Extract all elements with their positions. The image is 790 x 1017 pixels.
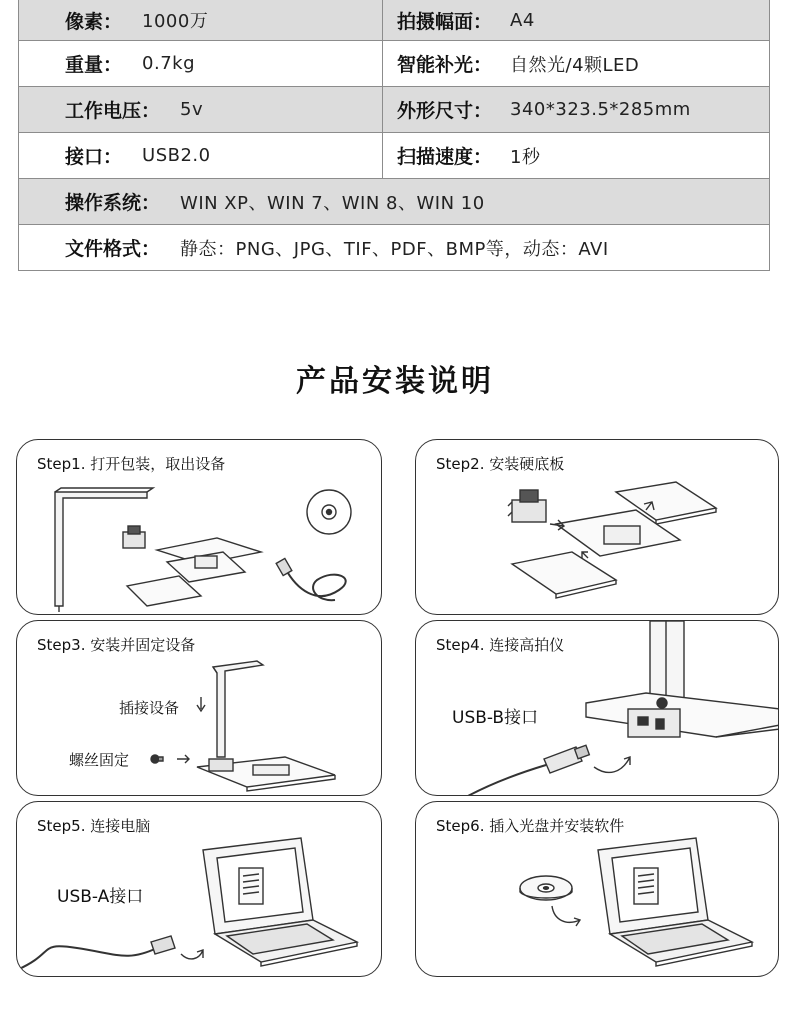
plug-in-callout: 插接设备 xyxy=(119,699,180,717)
screw-fix-callout: 螺丝固定 xyxy=(69,751,130,769)
step-6-title: Step6. 插入光盘并安装软件 xyxy=(436,817,625,835)
spec-row-formats xyxy=(19,224,769,270)
step-1-title: Step1. 打开包装，取出设备 xyxy=(37,455,226,473)
spec-row-os xyxy=(19,178,769,224)
step-6-card xyxy=(415,801,779,977)
spec-row-voltage xyxy=(19,86,769,132)
step-1-illustration xyxy=(17,440,382,615)
step-3-title: Step3. 安装并固定设备 xyxy=(37,636,196,654)
spec-label: 智能补光： xyxy=(397,54,493,76)
usb-b-callout: USB-B接口 xyxy=(452,708,539,728)
spec-label: 工作电压： xyxy=(65,100,161,122)
spec-label: 外形尺寸： xyxy=(397,100,493,122)
spec-value: 1秒 xyxy=(510,146,541,168)
spec-value: WIN XP、WIN 7、WIN 8、WIN 10 xyxy=(180,192,485,214)
step-1-card xyxy=(16,439,382,615)
spec-value: 静态：PNG、JPG、TIF、PDF、BMP等，动态：AVI xyxy=(180,238,609,260)
step-2-title: Step2. 安装硬底板 xyxy=(436,455,565,473)
spec-table xyxy=(18,0,770,271)
spec-label: 接口： xyxy=(65,146,123,168)
spec-label: 操作系统： xyxy=(65,192,161,214)
spec-value: 自然光/4颗LED xyxy=(510,54,640,76)
step-3-illustration xyxy=(17,621,382,796)
step-5-illustration xyxy=(17,802,382,977)
step-6-illustration xyxy=(416,802,779,977)
spec-label: 像素： xyxy=(65,10,123,33)
spec-label: 文件格式： xyxy=(65,238,161,260)
step-5-card xyxy=(16,801,382,977)
spec-label: 拍摄幅面： xyxy=(397,10,493,33)
usb-a-callout: USB-A接口 xyxy=(57,887,144,907)
spec-value: 340*323.5*285mm xyxy=(510,99,691,120)
step-4-illustration xyxy=(416,621,779,796)
spec-value: 1000万 xyxy=(142,11,209,32)
spec-label: 重量： xyxy=(65,54,123,76)
spec-row-pixels xyxy=(19,0,769,40)
step-5-title: Step5. 连接电脑 xyxy=(37,817,151,835)
step-2-illustration xyxy=(416,440,779,615)
step-4-card xyxy=(415,620,779,796)
spec-value: A4 xyxy=(510,9,535,31)
spec-value: 0.7kg xyxy=(142,53,195,74)
spec-value: 5v xyxy=(180,99,204,120)
step-3-card xyxy=(16,620,382,796)
spec-row-interface xyxy=(19,132,769,178)
spec-value: USB2.0 xyxy=(142,145,211,166)
step-2-card xyxy=(415,439,779,615)
section-title: 产品安装说明 xyxy=(296,364,494,399)
spec-label: 扫描速度： xyxy=(397,146,493,168)
step-4-title: Step4. 连接高拍仪 xyxy=(436,636,565,654)
spec-row-weight xyxy=(19,40,769,86)
